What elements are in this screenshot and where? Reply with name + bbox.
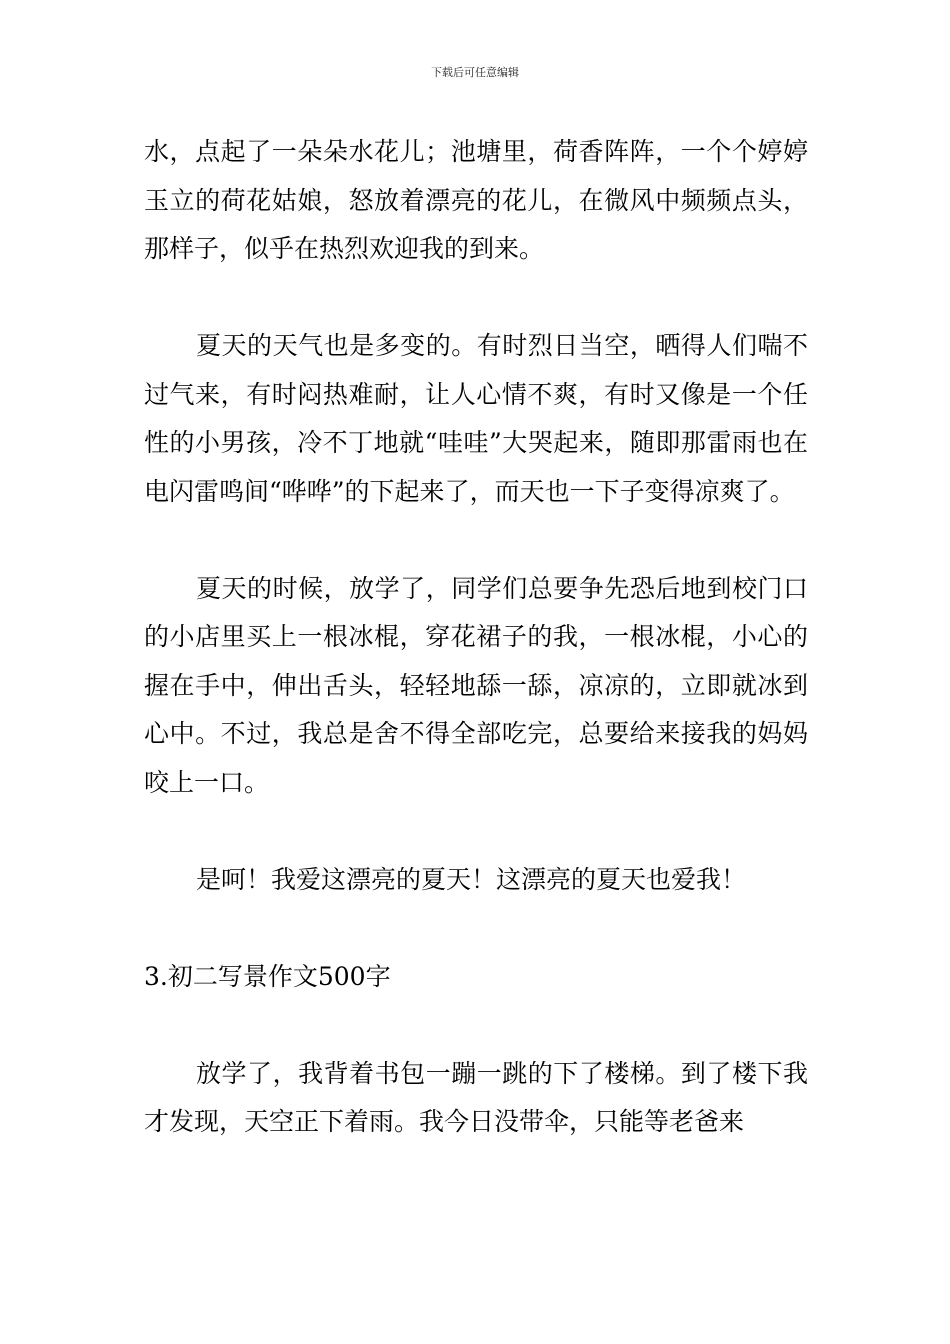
paragraph-spacer [144, 807, 808, 856]
section-heading: 3.初二写景作文500字 [144, 961, 391, 991]
paragraph-continuation: 水，点起了一朵朵水花儿；池塘里，荷香阵阵，一个个婷婷玉立的荷花姑娘，怒放着漂亮的花儿，在微风中频频点头，那样子，似乎在热烈欢迎我的到来。 [144, 137, 808, 263]
paragraph-spacer [144, 904, 808, 953]
paragraph-spacer [144, 516, 808, 565]
paragraph-spacer [144, 1001, 808, 1050]
paragraph-spacer [144, 274, 808, 323]
document-body [144, 128, 808, 1147]
paragraph-love-summer: 是呵！我爱这漂亮的夏天！这漂亮的夏天也爱我！ [196, 864, 747, 894]
paragraph-ice-pop: 夏天的时候，放学了，同学们总要争先恐后地到校门口的小店里买上一根冰棍，穿花裙子的我，一根冰棍，小心的握在手中，伸出舌头，轻轻地舔一舔，凉凉的，立即就冰到心中。不过，我总是舍不得全部吃完，总要给来接我的妈妈咬上一口。 [144, 573, 808, 797]
paragraph-weather: 夏天的天气也是多变的。有时烈日当空，晒得人们喘不过气来，有时闷热难耐，让人心情不爽，有时又像是一个任性的小男孩，冷不丁地就“哇哇”大哭起来，随即那雷雨也在电闪雷鸣间“哗哗”的下起来了，而天也一下子变得凉爽了。 [144, 331, 808, 506]
paragraph-after-school: 放学了，我背着书包一蹦一跳的下了楼梯。到了楼下我才发现，天空正下着雨。我今日没带伞，只能等老爸来 [144, 1058, 808, 1136]
page-header: 下载后可任意编辑 [431, 66, 519, 79]
